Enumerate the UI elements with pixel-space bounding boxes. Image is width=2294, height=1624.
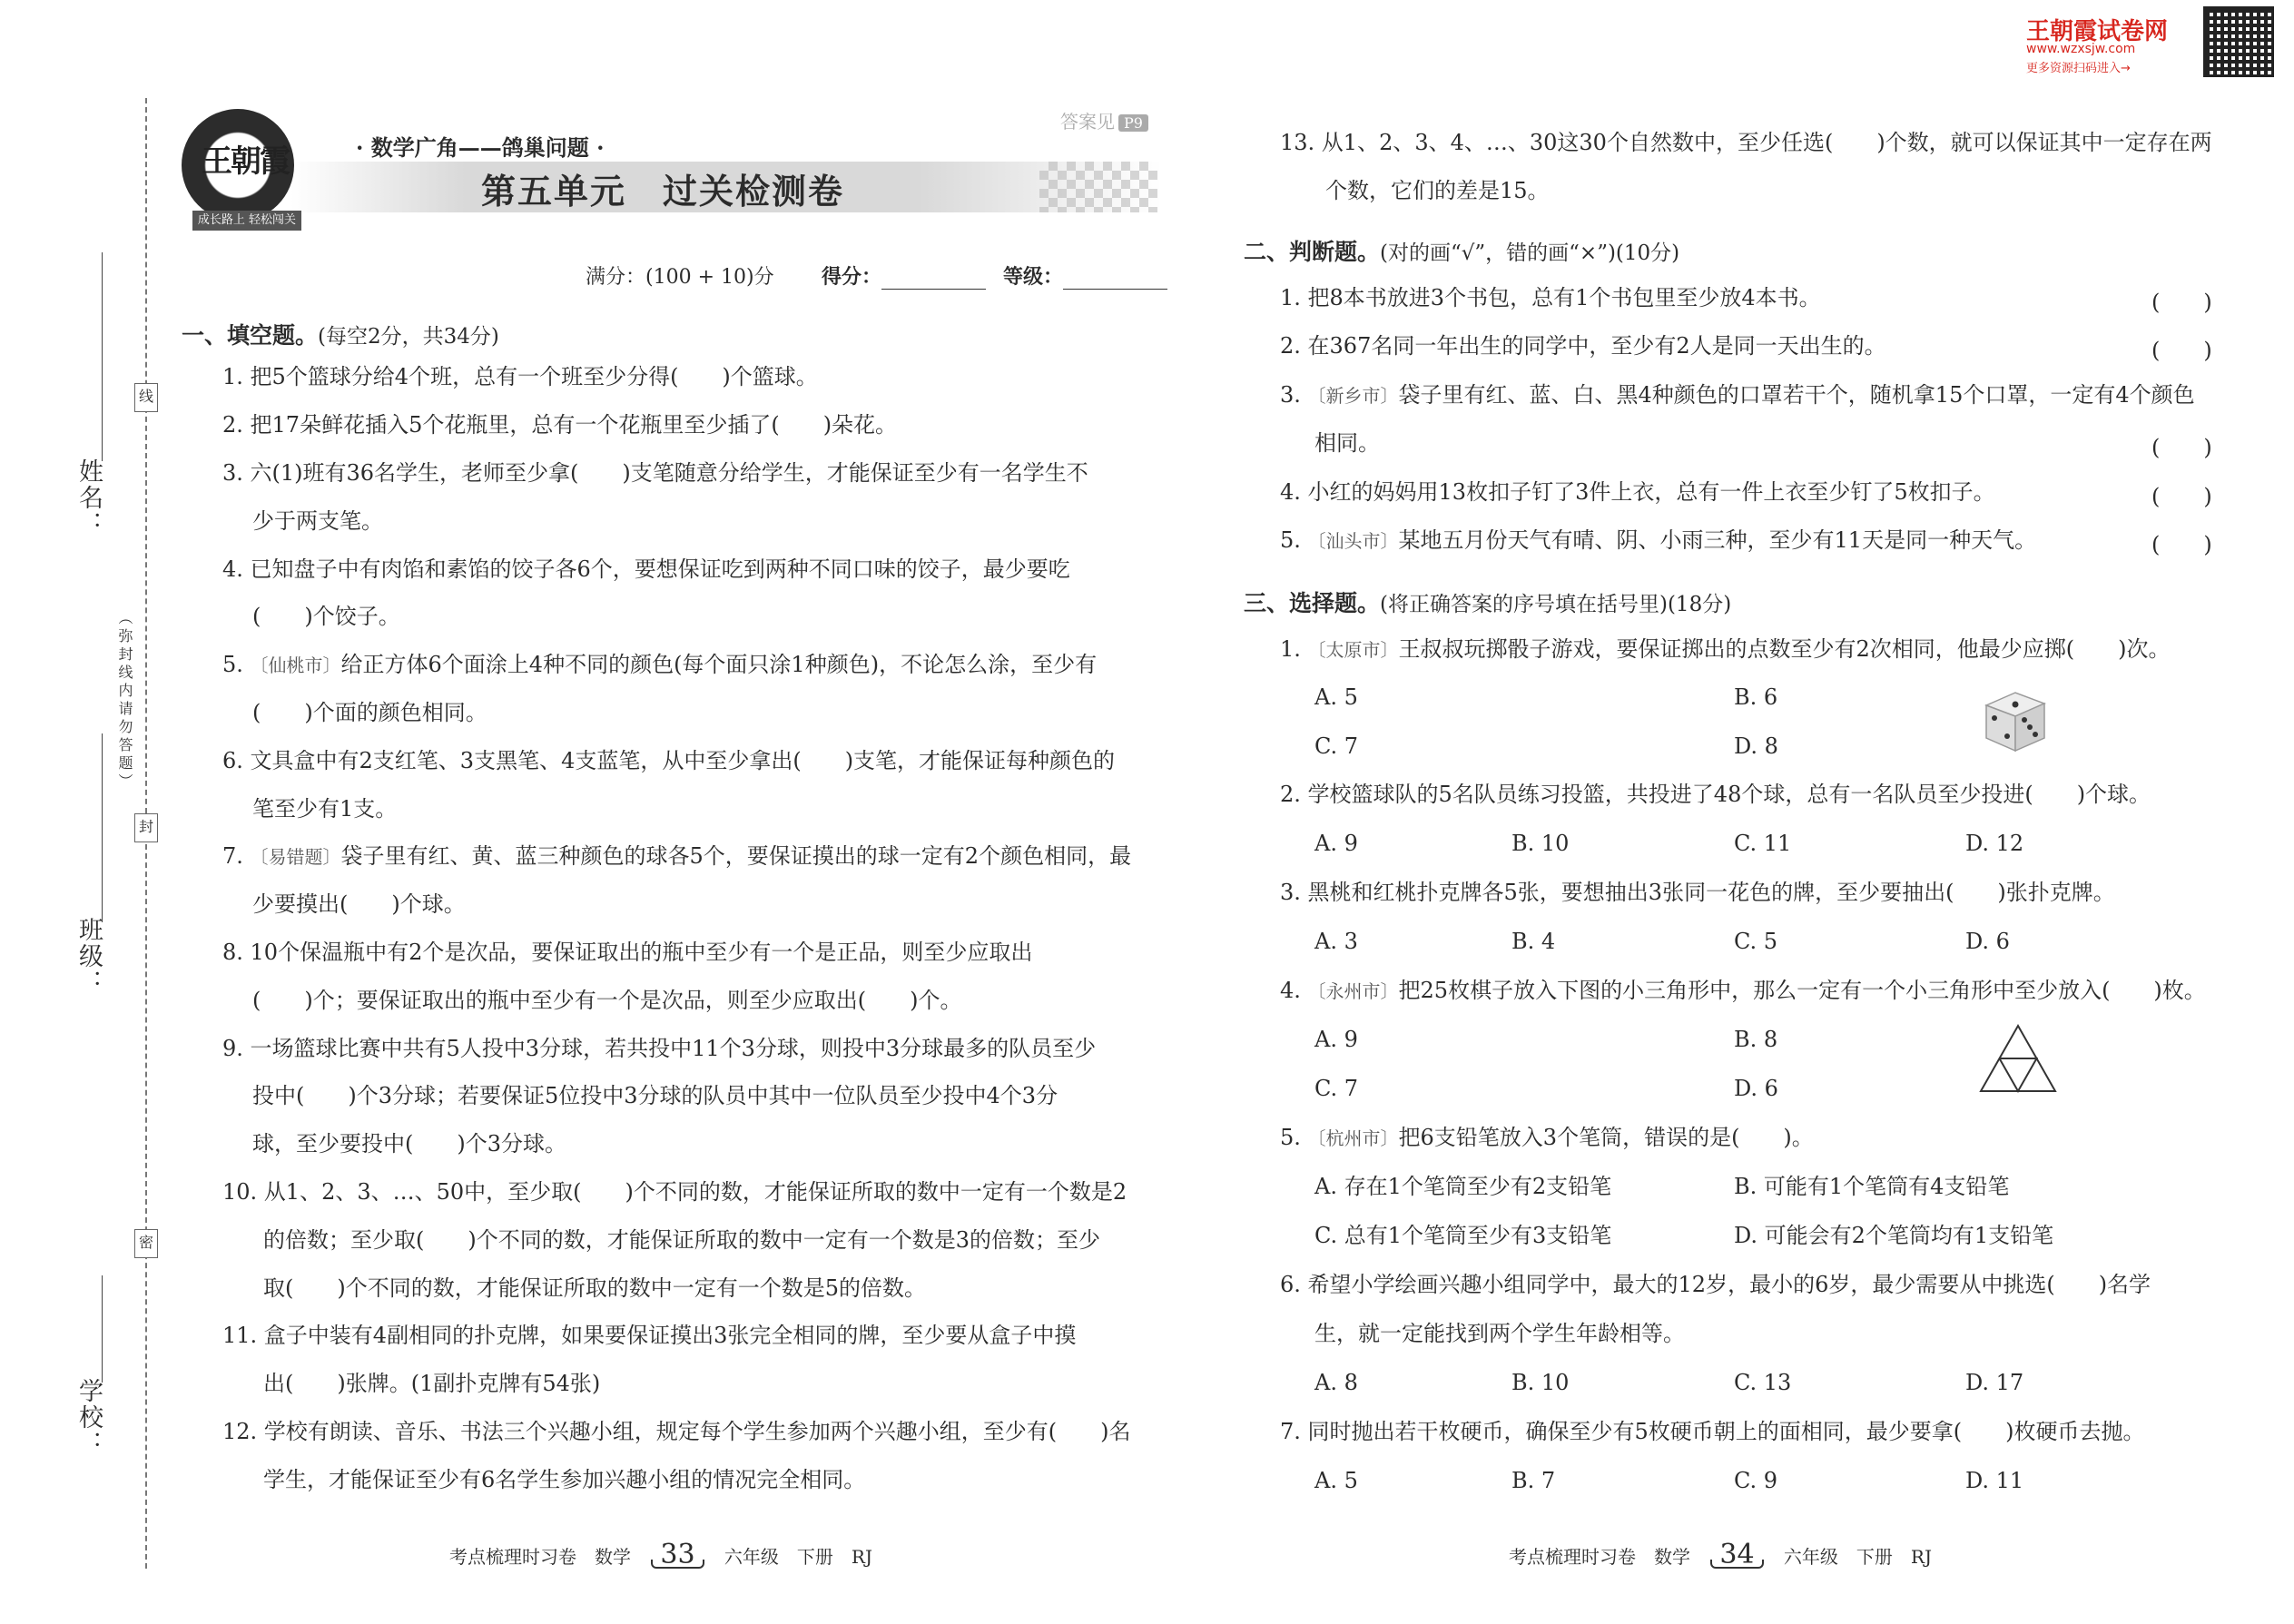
grade-field	[1003, 261, 1167, 290]
choice-3-option-b: B. 4	[1511, 929, 1556, 954]
judge-3-tag: 〔新乡市〕	[1307, 385, 1399, 407]
question-11: 11. 盒子中装有4副相同的扑克牌，如果要保证摸出3张完全相同的牌，至少要从盒子中摸	[222, 1323, 1077, 1348]
answer-page-badge: P9	[1118, 114, 1148, 132]
score-label: 得分：	[822, 265, 882, 289]
judge-5-num: 5.	[1280, 527, 1308, 553]
choice-5-num: 5.	[1280, 1125, 1308, 1150]
judge-3-cont: 相同。	[1314, 430, 1380, 456]
choice-7-option-d: D. 11	[1965, 1468, 2024, 1493]
question-7-num: 7.	[222, 843, 251, 869]
section1-title: 一、填空题。	[182, 322, 319, 349]
choice-6-option-a: A. 8	[1314, 1370, 1358, 1395]
question-3: 3. 六(1)班有36名学生，老师至少拿( )支笔随意分给学生，才能保证至少有一名学生不	[222, 460, 1088, 486]
choice-1-option-d: D. 8	[1734, 733, 1778, 759]
question-5-tag: 〔仙桃市〕	[250, 655, 341, 676]
choice-7-option-b: B. 7	[1511, 1468, 1556, 1493]
question-9-cont1: 投中( )个3分球；若要保证5位投中3分球的队员中其中一位队员至少投中4个3分	[252, 1083, 1058, 1108]
choice-5-text: 把6支铅笔放入3个笔筒，错误的是( )。	[1398, 1125, 1814, 1150]
logo-ribbon: 成长路上 轻松闯关	[192, 211, 301, 231]
grade-blank[interactable]	[1063, 269, 1167, 290]
school-blank	[102, 1275, 103, 1383]
question-9-cont2: 球，至少要投中( )个3分球。	[252, 1131, 566, 1156]
choice-1-option-b: B. 6	[1734, 684, 1778, 710]
choice-2-option-b: B. 10	[1511, 831, 1570, 856]
question-13-cont: 个数，它们的差是15。	[1325, 178, 1550, 203]
answer-reference	[1060, 107, 1148, 133]
judge-3-num: 3.	[1280, 382, 1308, 408]
footer-right-grade: 六年级 下册 RJ	[1783, 1546, 1932, 1568]
question-5-cont: ( )个面的颜色相同。	[252, 700, 487, 725]
section3-heading	[1244, 586, 1731, 618]
question-13: 13. 从1、2、3、4、…、30这30个自然数中，至少任选( )个数，就可以保证其中一定存在两	[1280, 130, 2212, 155]
judge-5-text: 某地五月份天气有晴、阴、小雨三种，至少有11天是同一种天气。	[1398, 527, 2037, 553]
question-5-text: 给正方体6个面涂上4种不同的颜色(每个面只涂1种颜色)，不论怎么涂，至少有	[340, 652, 1098, 677]
choice-1	[1280, 635, 2171, 664]
choice-4-option-d: D. 6	[1734, 1076, 1778, 1101]
section2-heading	[1244, 234, 1679, 267]
judge-3-text: 袋子里有红、蓝、白、黑4种颜色的口罩若干个，随机拿15个口罩，一定有4个颜色	[1398, 382, 2195, 408]
choice-4	[1280, 977, 2206, 1005]
qr-code-icon	[2206, 9, 2271, 74]
unit-subtitle: · 数学广角——鸽巢问题 ·	[356, 134, 605, 161]
judge-2: 2. 在367名同一年出生的同学中，至少有2人是同一天出生的。	[1280, 333, 1886, 359]
choice-4-num: 4.	[1280, 978, 1308, 1003]
judge-3	[1280, 381, 2195, 409]
footer-left-grade: 六年级 下册 RJ	[724, 1546, 872, 1568]
dice-icon	[1979, 685, 2050, 756]
choice-6-cont: 生，就一定能找到两个学生年龄相等。	[1314, 1321, 1685, 1346]
judge-3-answer[interactable]: ( )	[2151, 435, 2212, 460]
choice-6-option-b: B. 10	[1511, 1370, 1570, 1395]
seal-fold-mark: 密	[134, 1229, 158, 1258]
question-10: 10. 从1、2、3、…、50中，至少取( )个不同的数，才能保证所取的数中一定有一个数是2	[222, 1179, 1127, 1205]
judge-1-answer[interactable]: ( )	[2151, 290, 2212, 315]
name-label: 姓名：	[74, 458, 103, 537]
section3-title: 三、选择题。	[1244, 590, 1381, 616]
question-2: 2. 把17朵鲜花插入5个花瓶里，总有一个花瓶里至少插了( )朵花。	[222, 412, 898, 438]
choice-1-option-a: A. 5	[1314, 684, 1358, 710]
page-title: 第五单元 过关检测卷	[481, 172, 845, 212]
choice-3-option-a: A. 3	[1314, 929, 1358, 954]
question-7-cont: 少要摸出( )个球。	[252, 891, 466, 917]
choice-7: 7. 同时抛出若干枚硬币，确保至少有5枚硬币朝上的面相同，最少要拿( )枚硬币去抛。	[1280, 1419, 2145, 1444]
seal-seal-mark: 封	[134, 813, 158, 842]
question-6-cont: 笔至少有1支。	[252, 796, 398, 822]
section3-note: (将正确答案的序号填在括号里)(18分)	[1380, 593, 1732, 616]
judge-1: 1. 把8本书放进3个书包，总有1个书包里至少放4本书。	[1280, 285, 1821, 310]
name-blank	[102, 252, 103, 461]
logo-text: 王朝霞	[202, 143, 289, 180]
judge-4: 4. 小红的妈妈用13枚扣子钉了3件上衣，总有一件上衣至少钉了5枚扣子。	[1280, 479, 1995, 505]
class-blank	[102, 733, 103, 922]
answer-ref-text: 答案见	[1060, 111, 1115, 133]
choice-4-option-b: B. 8	[1734, 1027, 1778, 1052]
choice-2-option-a: A. 9	[1314, 831, 1358, 856]
question-6: 6. 文具盒中有2支红笔、3支黑笔、4支蓝笔，从中至少拿出( )支笔，才能保证每种颜色的	[222, 748, 1116, 773]
choice-2-option-c: C. 11	[1734, 831, 1792, 856]
score-blank[interactable]	[881, 269, 986, 290]
section2-title: 二、判断题。	[1244, 239, 1381, 265]
footer-left-series: 考点梳理时习卷 数学	[449, 1546, 631, 1568]
question-7	[222, 842, 1131, 871]
choice-4-option-a: A. 9	[1314, 1027, 1358, 1052]
question-1: 1. 把5个篮球分给4个班，总有一个班至少分得( )个篮球。	[222, 364, 818, 389]
choice-7-option-c: C. 9	[1734, 1468, 1778, 1493]
choice-4-option-c: C. 7	[1314, 1076, 1359, 1101]
school-label: 学校：	[74, 1378, 103, 1457]
choice-6-option-d: D. 17	[1965, 1370, 2024, 1395]
brand-url: www.wzxsjw.com	[2026, 42, 2136, 56]
question-8-cont: ( )个；要保证取出的瓶中至少有一个是次品，则至少应取出( )个。	[252, 988, 962, 1013]
question-7-tag: 〔易错题〕	[250, 846, 341, 868]
seal-notice: （弥封线内请勿答题）	[116, 610, 133, 792]
choice-5-option-a: A. 存在1个笔筒至少有2支铅笔	[1314, 1174, 1612, 1199]
class-label: 班级：	[74, 917, 103, 996]
choice-5-option-c: C. 总有1个笔筒至少有3支铅笔	[1314, 1223, 1612, 1248]
brand-sub: 更多资源扫码进入→	[2026, 62, 2131, 75]
triangle-diagram-icon	[1979, 1024, 2057, 1093]
section1-heading	[182, 318, 499, 350]
question-10-cont2: 取( )个不同的数，才能保证所取的数中一定有一个数是5的倍数。	[263, 1275, 926, 1301]
judge-4-answer[interactable]: ( )	[2151, 484, 2212, 509]
question-3-cont: 少于两支笔。	[252, 508, 383, 534]
question-8: 8. 10个保温瓶中有2个是次品，要保证取出的瓶中至少有一个是正品，则至少应取出	[222, 940, 1033, 965]
full-score: 满分：(100 + 10)分	[586, 266, 774, 289]
question-5-num: 5.	[222, 652, 251, 677]
choice-7-option-a: A. 5	[1314, 1468, 1358, 1493]
choice-5-option-b: B. 可能有1个笔筒有4支铅笔	[1734, 1174, 2010, 1199]
choice-5	[1280, 1124, 1814, 1152]
question-9: 9. 一场篮球比赛中共有5人投中3分球，若共投中11个3分球，则投中3分球最多的队员至少	[222, 1036, 1097, 1061]
choice-1-num: 1.	[1280, 636, 1308, 662]
question-4: 4. 已知盘子中有肉馅和素馅的饺子各6个，要想保证吃到两种不同口味的饺子，最少要吃	[222, 556, 1070, 582]
section1-note: (每空2分，共34分)	[318, 325, 499, 349]
choice-1-tag: 〔太原市〕	[1307, 639, 1399, 661]
footer-left	[449, 1539, 872, 1570]
choice-5-option-d: D. 可能会有2个笔筒均有1支铅笔	[1734, 1223, 2054, 1248]
choice-1-text: 王叔叔玩掷骰子游戏，要保证掷出的点数至少有2次相同，他最少应掷( )次。	[1398, 636, 2171, 662]
judge-5	[1280, 527, 2036, 555]
judge-5-answer[interactable]: ( )	[2151, 532, 2212, 557]
section2-note: (对的画“√”，错的画“×”)(10分)	[1380, 241, 1680, 265]
choice-2: 2. 学校篮球队的5名队员练习投篮，共投进了48个球，总有一名队员至少投进( )个球。	[1280, 782, 2151, 807]
question-7-text: 袋子里有红、黄、蓝三种颜色的球各5个，要保证摸出的球一定有2个颜色相同，最	[340, 843, 1132, 869]
question-12-cont: 学生，才能保证至少有6名学生参加兴趣小组的情况完全相同。	[263, 1467, 866, 1492]
choice-3-option-d: D. 6	[1965, 929, 2010, 954]
footer-left-page-number: 33	[651, 1539, 704, 1570]
footer-right-series: 考点梳理时习卷 数学	[1509, 1546, 1690, 1568]
question-5	[222, 651, 1097, 679]
judge-5-tag: 〔汕头市〕	[1307, 530, 1399, 552]
question-12: 12. 学校有朗读、音乐、书法三个兴趣小组，规定每个学生参加两个兴趣小组，至少有( )名	[222, 1419, 1131, 1444]
question-10-cont1: 的倍数；至少取( )个不同的数，才能保证所取的数中一定有一个数是3的倍数；至少	[263, 1227, 1100, 1253]
choice-3: 3. 黑桃和红桃扑克牌各5张，要想抽出3张同一花色的牌，至少要抽出( )张扑克牌。	[1280, 880, 2115, 905]
choice-2-option-d: D. 12	[1965, 831, 2024, 856]
score-field	[822, 261, 986, 290]
choice-4-tag: 〔永州市〕	[1307, 980, 1399, 1002]
question-11-cont: 出( )张牌。(1副扑克牌有54张)	[263, 1371, 601, 1396]
banner-pattern	[1039, 162, 1157, 212]
seal-line-mark: 线	[134, 383, 158, 412]
choice-6-option-c: C. 13	[1734, 1370, 1792, 1395]
judge-2-answer[interactable]: ( )	[2151, 338, 2212, 363]
footer-right-page-number: 34	[1710, 1539, 1763, 1570]
question-4-cont: ( )个饺子。	[252, 604, 400, 629]
footer-right	[1509, 1539, 1932, 1570]
choice-6: 6. 希望小学绘画兴趣小组同学中，最大的12岁，最小的6岁，最少需要从中挑选( )名学	[1280, 1272, 2151, 1297]
choice-5-tag: 〔杭州市〕	[1307, 1127, 1399, 1149]
brand-watermark: 王朝霞试卷网	[2026, 18, 2169, 45]
choice-4-text: 把25枚棋子放入下图的小三角形中，那么一定有一个小三角形中至少放入( )枚。	[1398, 978, 2206, 1003]
choice-3-option-c: C. 5	[1734, 929, 1778, 954]
grade-label: 等级：	[1003, 265, 1064, 289]
choice-1-option-c: C. 7	[1314, 733, 1359, 759]
